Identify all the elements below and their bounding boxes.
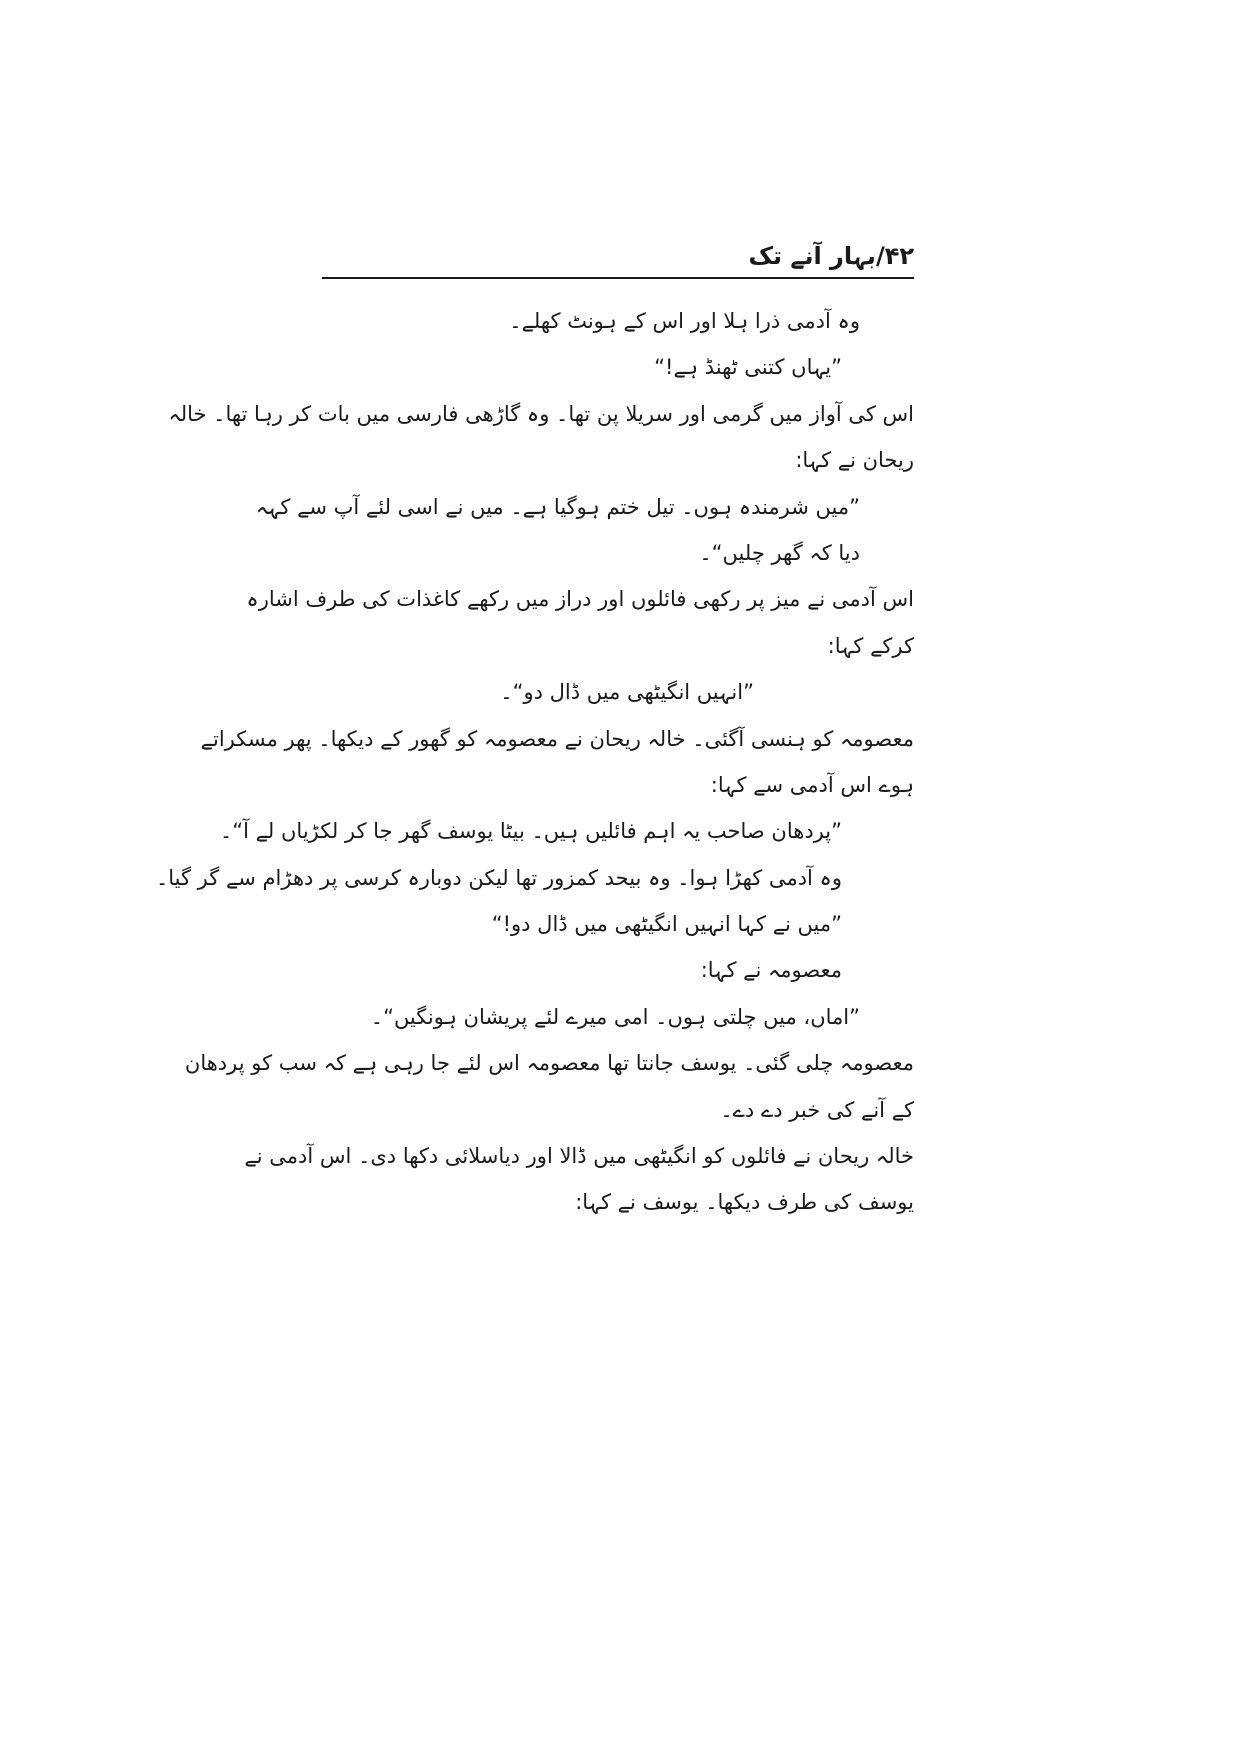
text-line: یوسف کی طرف دیکھا۔ یوسف نے کہا: <box>575 1190 914 1215</box>
text-line: ”پردھان صاحب یہ اہم فائلیں ہیں۔ بیٹا یوسف گھر جا کر لکڑیاں لے آ“۔ <box>219 819 842 844</box>
text-line: وہ آدمی ذرا ہلا اور اس کے ہونٹ کھلے۔ <box>509 309 860 333</box>
text-line: ”انہیں انگیٹھی میں ڈال دو“۔ <box>500 680 754 705</box>
text-line: خالہ ریحان نے فائلوں کو انگیٹھی میں ڈالا اور دیاسلائی دکھا دی۔ اس آدمی نے <box>244 1144 914 1169</box>
text-line: ریحان نے کہا: <box>795 448 914 473</box>
header-rule <box>322 277 914 279</box>
body-text <box>155 298 914 1226</box>
text-line: معصومہ نے کہا: <box>700 958 842 983</box>
text-line: وہ آدمی کھڑا ہوا۔ وہ بیحد کمزور تھا لیکن دوبارہ کرسی پر دھڑام سے گر گیا۔ <box>155 865 842 890</box>
text-line: معصومہ کو ہنسی آگئی۔ خالہ ریحان نے معصومہ کو گھور کے دیکھا۔ پھر مسکراتے <box>200 726 914 751</box>
text-line: ہوے اس آدمی سے کہا: <box>710 772 914 797</box>
text-line: ”یہاں کتنی ٹھنڈ ہے!“ <box>654 355 842 380</box>
text-line: کے آنے کی خبر دے دے۔ <box>720 1097 914 1122</box>
text-line: ”میں نے کہا انہیں انگیٹھی میں ڈال دو!“ <box>491 912 842 937</box>
text-line: ”میں شرمندہ ہوں۔ تیل ختم ہوگیا ہے۔ میں نے اسی لئے آپ سے کہہ <box>255 494 860 519</box>
text-line: اس آدمی نے میز پر رکھی فائلوں اور دراز میں رکھے کاغذات کی طرف اشارہ <box>246 587 914 612</box>
running-header: ۴۲/بہار آنے تک <box>748 242 914 270</box>
text-line: ”اماں، میں چلتی ہوں۔ امی میرے لئے پریشان ہونگیں“۔ <box>370 1004 860 1029</box>
text-line: معصومہ چلی گئی۔ یوسف جانتا تھا معصومہ اس لئے جا رہی ہے کہ سب کو پردھان <box>184 1051 914 1076</box>
text-line: کرکے کہا: <box>827 633 914 658</box>
text-line: اس کی آواز میں گرمی اور سریلا پن تھا۔ وہ گاڑھی فارسی میں بات کر رہا تھا۔ خالہ <box>168 401 914 426</box>
text-line: دیا کہ گھر چلیں“۔ <box>699 540 860 565</box>
